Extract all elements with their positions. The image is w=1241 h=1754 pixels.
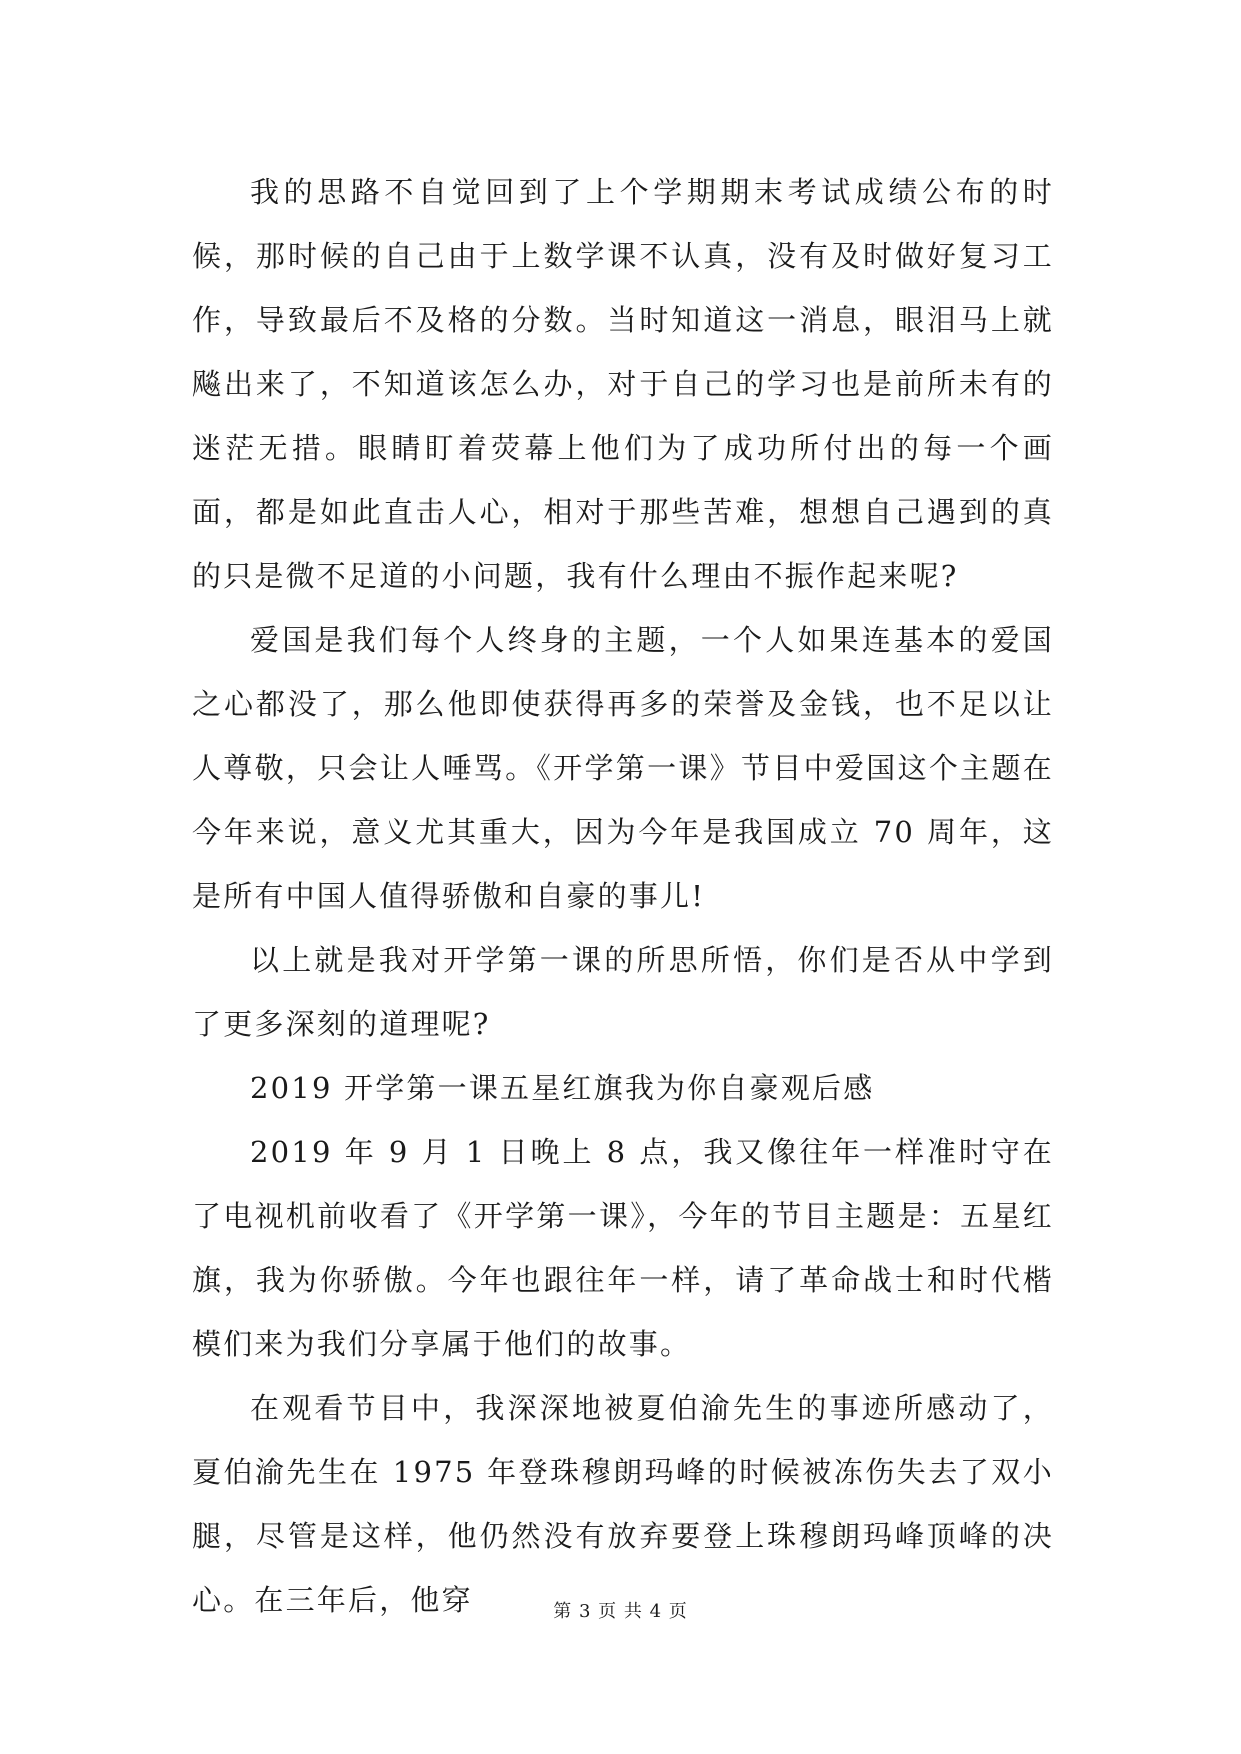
paragraph-patriotism: 爱国是我们每个人终身的主题，一个人如果连基本的爱国之心都没了，那么他即使获得再多的荣誉及金钱，也不足以让人尊敬，只会让人唾骂。《开学第一课》节目中爱国这个主题在今年来说，意义尤其重大，因为今年是我国成立 70 周年，这是所有中国人值得骄傲和自豪的事儿!	[192, 623, 1054, 913]
document-body	[192, 160, 1054, 1632]
essay-title: 2019 开学第一课五星红旗我为你自豪观后感	[250, 1071, 875, 1105]
paragraph-story: 在观看节目中，我深深地被夏伯渝先生的事迹所感动了，夏伯渝先生在 1975 年登珠穆朗玛峰的时候被冻伤失去了双小腿，尽管是这样，他仍然没有放弃要登上珠穆朗玛峰顶峰的决心。在三年后，他穿	[192, 1391, 1054, 1617]
paragraph-conclusion: 以上就是我对开学第一课的所思所悟，你们是否从中学到了更多深刻的道理呢?	[192, 943, 1054, 1041]
paragraph-reflection: 我的思路不自觉回到了上个学期期末考试成绩公布的时候，那时候的自己由于上数学课不认真，没有及时做好复习工作，导致最后不及格的分数。当时知道这一消息，眼泪马上就飚出来了，不知道该怎么办，对于自己的学习也是前所未有的迷茫无措。眼睛盯着荧幕上他们为了成功所付出的每一个画面，都是如此直击人心，相对于那些苦难，想想自己遇到的真的只是微不足道的小问题，我有什么理由不振作起来呢?	[192, 175, 1054, 593]
page-number-footer: 第 3 页 共 4 页	[553, 1601, 688, 1622]
paragraph-intro: 2019 年 9 月 1 日晚上 8 点，我又像往年一样准时守在了电视机前收看了《开学第一课》，今年的节目主题是：五星红旗，我为你骄傲。今年也跟往年一样，请了革命战士和时代楷模们来为我们分享属于他们的故事。	[192, 1135, 1054, 1361]
